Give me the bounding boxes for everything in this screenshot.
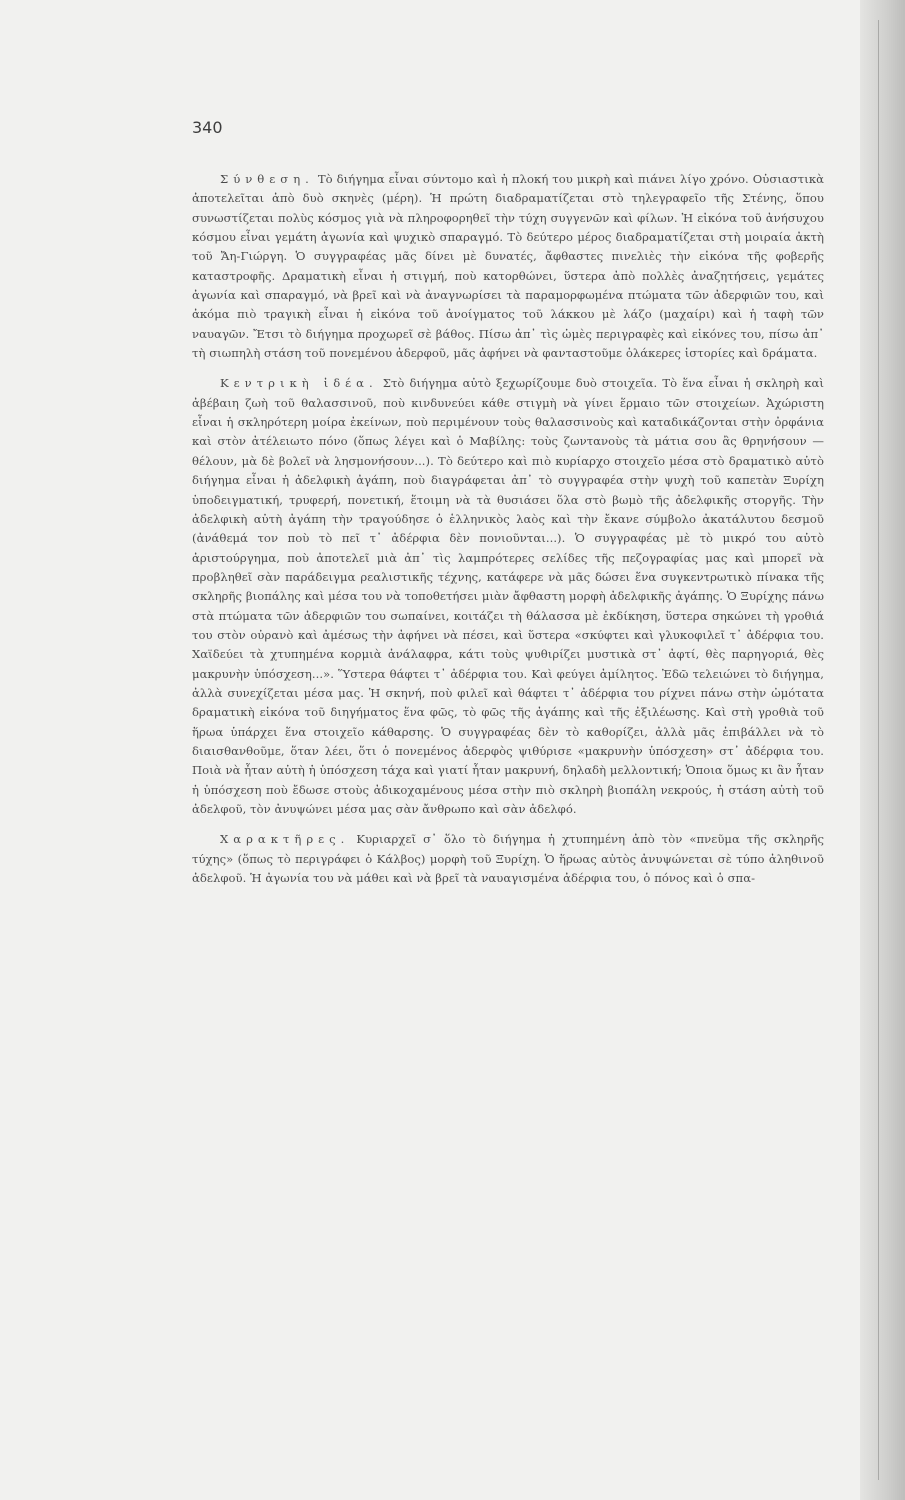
- heading-central-idea: Κεντρικὴ ἰδέα.: [220, 376, 378, 391]
- paragraph-characters: [192, 830, 824, 888]
- paragraph-text: Στὸ διήγημα αὐτὸ ξεχωρίζουμε δυὸ στοιχεῖα. Τὸ ἕνα εἶναι ἡ σκληρὴ καὶ ἀβέβαιη ζωὴ τοῦ θαλασσινοῦ, ποὺ κινδυνεύει κάθε στιγμὴ νὰ γίνει ἕρμαιο τῶν στοιχείων. Ἀχώριστη εἶναι ἡ σκληρότερη μοίρα ἐκείνων, ποὺ περιμένουν τοὺς θαλασσινοὺς καὶ καταδικάζονται στὴν ὀρφάνια καὶ στὸν ἀτέλειωτο πόνο (ὅπως λέγει καὶ ὁ Μαβίλης: τοὺς ζωντανοὺς τὰ μάτια σου ἂς θρηνήσουν — θέλουν, μὰ δὲ βολεῖ νὰ λησμονήσουν...). Τὸ δεύτερο καὶ πιὸ κυρίαρχο στοιχεῖο μέσα στὸ δραματικὸ αὐτὸ διήγημα εἶναι ἡ ἀδελφικὴ ἀγάπη, ποὺ διαγράφεται ἀπ᾽ τὸ συγγραφέα στὴν ψυχὴ τοῦ καπετὰν Ξυρίχη ὑποδειγματική, τρυφερή, πονετική, ἕτοιμη νὰ τὰ θυσιάσει ὅλα στὸ βωμὸ τῆς ἀδελφικῆς στοργῆς. Τὴν ἀδελφικὴ αὐτὴ ἀγάπη τὴν τραγούδησε ὁ ἑλληνικὸς λαὸς καὶ τὴν ἔκανε σύμβολο ἀκατάλυτου δεσμοῦ (ἀνάθεμά τον ποὺ τὸ πεῖ τ᾽ ἀδέρφια δὲν πονιοῦνται...). Ὁ συγγραφέας μὲ τὸ μικρό του αὐτὸ ἀριστούργημα, ποὺ ἀποτελεῖ μιὰ ἀπ᾽ τὶς λαμπρότερες σελίδες τῆς πεζογραφίας μας καὶ μπορεῖ νὰ προβληθεῖ σὰν παράδειγμα ρεαλιστικῆς τέχνης, κατάφερε νὰ μᾶς δώσει ἕνα συγκεντρωτικὸ πίνακα τῆς σκληρῆς βιοπάλης καὶ μέσα του νὰ τοποθετήσει μιὰν ἄφθαστη μορφὴ ἀδελφικῆς ἀγάπης. Ὁ Ξυρίχης πάνω στὰ πτώματα τῶν ἀδερφιῶν του σωπαίνει, κοιτάζει τὴ θάλασσα μὲ ἐκδίκηση, ὕστερα σηκώνει τὴ γροθιά του στὸν οὐρανὸ καὶ ἀμέσως τὴν ἀφήνει νὰ πέσει, καὶ ὕστερα «σκύφτει καὶ γλυκοφιλεῖ τ᾽ ἀδέρφια του. Χαϊδεύει τὰ χτυπημένα κορμιὰ ἀνάλαφρα, κάτι τοὺς ψυθιρίζει μυστικὰ στ᾽ ἀφτί, θὲς παρηγοριά, θὲς μακρυνὴν ὑπόσχεση...». Ὕστερα θάφτει τ᾽ ἀδέρφια του. Καὶ φεύγει ἀμίλητος. Ἐδῶ τελειώνει τὸ διήγημα, ἀλλὰ συνεχίζεται μέσα μας. Ἡ σκηνή, ποὺ φιλεῖ καὶ θάφτει τ᾽ ἀδέρφια του ρίχνει πάνω στὴν ὠμότατα δραματικὴ εἰκόνα τοῦ διηγήματος ἕνα φῶς, τὸ φῶς τῆς ἀγάπης καὶ τῆς ἐξιλέωσης. Καὶ στὴ γροθιὰ τοῦ ἥρωα ὑπάρχει ἕνα στοιχεῖο κάθαρσης. Ὁ συγγραφέας δὲν τὸ καθορίζει, ἀλλὰ μᾶς ἐπιβάλλει νὰ τὸ διαισθανθοῦμε, ὅταν λέει, ὅτι ὁ πονεμένος ἀδερφὸς ψιθύρισε «μακρυνὴν ὑπόσχεση» στ᾽ ἀδέρφια του. Ποιὰ νὰ ἦταν αὐτὴ ἡ ὑπόσχεση τάχα καὶ γιατί ἦταν μακρυνή, δηλαδὴ μελλοντική; Ὁποια ὅμως κι ἂν ἦταν ἡ ὑπόσχεση ποὺ ἔδωσε στοὺς ἀδικοχαμένους μέσα στὴν πιὸ σκληρὴ βιοπάλη νεκρούς, ἡ στάση αὐτὴ τοῦ ἀδελφοῦ, τὸν ἀνυψώνει μέσα μας σὰν ἄνθρωπο καὶ σὰν ἀδελφό.: [192, 376, 824, 816]
- body-text: [192, 170, 824, 888]
- heading-characters: Χαρακτῆρες.: [220, 832, 350, 847]
- paragraph-text: Κυριαρχεῖ σ᾽ ὅλο τὸ διήγημα ἡ χτυπημένη ἀπὸ τὸν «πνεῦμα τῆς σκληρῆς τύχης» (ὅπως τὸ περιγράφει ὁ Κάλβος) μορφὴ τοῦ Ξυρίχη. Ὁ ἥρωας αὐτὸς ἀνυψώνεται σὲ τύπο ἀληθινοῦ ἀδελφοῦ. Ἡ ἀγωνία του νὰ μάθει καὶ νὰ βρεῖ τὰ ναυαγισμένα ἀδέρφια του, ὁ πόνος καὶ ὁ σπα-: [192, 832, 824, 886]
- paragraph-text: Τὸ διήγημα εἶναι σύντομο καὶ ἡ πλοκή του μικρὴ καὶ πιάνει λίγο χρόνο. Οὐσιαστικὰ ἀποτελεῖται ἀπὸ δυὸ σκηνὲς (μέρη). Ἡ πρώτη διαδραματίζεται στὸ τηλεγραφεῖο τῆς Στένης, ὅπου συνωστίζεται πολὺς κόσμος γιὰ νὰ πληροφορηθεῖ τὴν τύχη συγγενῶν καὶ φίλων. Ἡ εἰκόνα τοῦ ἀνήσυχου κόσμου εἶναι γεμάτη ἀγωνία καὶ ψυχικὸ σπαραγμό. Τὸ δεύτερο μέρος διαδραματίζεται στὴ μοιραία ἀκτὴ τοῦ Ἄη-Γιώργη. Ὁ συγγραφέας μᾶς δίνει μὲ δυνατές, ἄφθαστες πινελιὲς τὴν εἰκόνα τῆς φοβερῆς καταστροφῆς. Δραματικὴ εἶναι ἡ στιγμή, ποὺ κατορθώνει, ὕστερα ἀπὸ πολλὲς ἀναζητήσεις, γεμάτες ἀγωνία καὶ σπαραγμό, νὰ βρεῖ καὶ νὰ ἀναγνωρίσει τὰ παραμορφωμένα πτώματα τῶν ἀδερφιῶν του, καὶ ἀκόμα πιὸ τραγικὴ εἶναι ἡ εἰκόνα τοῦ ἀνοίγματος τοῦ λάκκου μὲ λάζο (μαχαίρι) καὶ ἡ ταφὴ τῶν ναυαγῶν. Ἔτσι τὸ διήγημα προχωρεῖ σὲ βάθος. Πίσω ἀπ᾽ τὶς ὠμὲς περιγραφὲς καὶ εἰκόνες του, πίσω ἀπ᾽ τὴ σιωπηλὴ στάση τοῦ πονεμένου ἀδερφοῦ, μᾶς ἀφήνει νὰ φανταστοῦμε ὁλάκερες ἱστορίες καὶ δράματα.: [192, 172, 824, 361]
- page-edge-line: [878, 20, 879, 1480]
- page-edge-shadow: [860, 0, 905, 1500]
- heading-composition: Σύνθεση.: [220, 172, 314, 186]
- paragraph-composition: [192, 170, 824, 363]
- page-number: 340: [192, 118, 223, 137]
- paragraph-central-idea: [192, 374, 824, 819]
